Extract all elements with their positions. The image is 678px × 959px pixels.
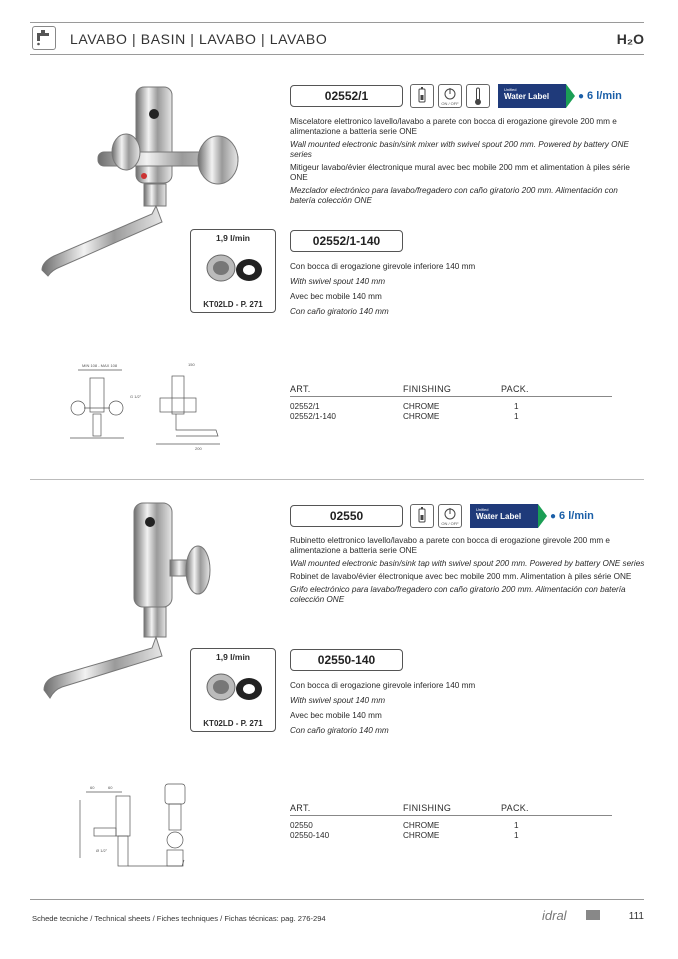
table-cell-pack: 1 — [514, 831, 519, 840]
description-en: Wall mounted electronic basin/sink mixer with swivel spout 200 mm. Powered by battery ONE series — [290, 140, 629, 159]
description-fr: Robinet de lavabo/évier électronique avec bec mobile 200 mm. Alimentation à piles série ONE — [290, 572, 632, 581]
aerator-image — [203, 665, 267, 709]
water-label-badge: Unified Water Label — [470, 504, 538, 528]
table-row — [290, 412, 612, 422]
table-header-art: ART. — [290, 384, 311, 394]
table-cell-pack: 1 — [514, 412, 519, 421]
product-code-box: 02552/1 — [290, 85, 403, 107]
table-rule — [290, 396, 612, 397]
drawing-label: 60 — [108, 785, 113, 790]
table-cell-finishing: CHROME — [403, 831, 440, 840]
variant-code-box: 02550-140 — [290, 649, 403, 671]
table-cell-art: 02552/1-140 — [290, 412, 336, 421]
on-off-label: ON / OFF — [441, 521, 459, 526]
aerator-flow: 1,9 l/min — [215, 652, 250, 662]
drawing-label: G 1/2" — [130, 394, 142, 399]
drawing-label: MIN 108 - MAX 108 — [82, 363, 118, 368]
description-es: Grifo electrónico para lavabo/fregadero con caño giratorio 200 mm. Alimentación con batería colección ONE — [290, 585, 626, 604]
aerator-ref: KT02LD - P. 271 — [203, 300, 263, 309]
page-number: 111 — [628, 911, 644, 922]
technical-drawing-2-side — [155, 780, 195, 872]
water-label — [498, 84, 622, 108]
table-row — [290, 402, 612, 412]
table-cell-finishing: CHROME — [403, 821, 440, 830]
variant-line-fr: Avec bec mobile 140 mm — [290, 292, 382, 301]
aerator-flow: 1,9 l/min — [215, 233, 250, 243]
drawing-label: 60 — [90, 785, 95, 790]
drawing-label: 150 — [188, 362, 195, 367]
variant-line-en: With swivel spout 140 mm — [290, 277, 386, 286]
water-label-arrow — [538, 504, 547, 528]
water-drop-icon: ● — [578, 90, 585, 102]
water-drop-icon: ● — [550, 510, 557, 522]
drawing-label: 200 — [195, 446, 202, 450]
footer-technical-sheets: Schede tecniche / Technical sheets / Fiches techniques / Fichas técnicas: pag. 276-294 — [32, 914, 326, 923]
table-cell-pack: 1 — [514, 821, 519, 830]
header-top-rule — [30, 22, 644, 23]
description-es: Mezclador electrónico para lavabo/fregadero con caño giratorio 200 mm. Alimentación con batería colección ONE — [290, 186, 618, 205]
table-cell-art: 02550 — [290, 821, 313, 830]
variant-line-it: Con bocca di erogazione girevole inferiore 140 mm — [290, 681, 476, 690]
drawing-label: Ø 1/2" — [96, 848, 108, 853]
description-en: Wall mounted electronic basin/sink tap with swivel spout 200 mm. Powered by battery ONE series — [290, 559, 645, 568]
variant-line-fr: Avec bec mobile 140 mm — [290, 711, 382, 720]
table-row — [290, 821, 612, 831]
variant-code-box: 02552/1-140 — [290, 230, 403, 252]
header-bottom-rule — [30, 54, 644, 55]
water-label-badge: Unified Water Label — [498, 84, 566, 108]
variant-line-it: Con bocca di erogazione girevole inferiore 140 mm — [290, 262, 476, 271]
variant-line-es: Con caño giratorio 140 mm — [290, 726, 389, 735]
table-header-finishing: FINISHING — [403, 384, 452, 394]
table-cell-pack: 1 — [514, 402, 519, 411]
table-cell-art: 02550-140 — [290, 831, 330, 840]
technical-drawing-1 — [60, 358, 226, 450]
page-title: LAVABO | BASIN | LAVABO | LAVABO — [70, 31, 328, 47]
variant-description — [290, 678, 475, 738]
table-cell-finishing: CHROME — [403, 402, 440, 411]
variant-line-es: Con caño giratorio 140 mm — [290, 307, 389, 316]
thermometer-icon — [466, 84, 490, 108]
table-rule — [290, 815, 612, 816]
battery-icon — [410, 504, 434, 528]
footer-rule — [30, 899, 644, 900]
product-description — [290, 536, 645, 608]
on-off-label: ON / OFF — [441, 101, 459, 106]
faucet-category-icon — [32, 26, 56, 50]
table-cell-finishing: CHROME — [403, 412, 440, 421]
table-header-pack: PACK. — [501, 384, 529, 394]
water-label — [470, 504, 594, 528]
on-off-icon — [438, 504, 462, 528]
svg-text:idral: idral — [542, 908, 567, 923]
battery-icon — [410, 84, 434, 108]
product-code-box: 02550 — [290, 505, 403, 527]
table-cell-art: 02552/1 — [290, 402, 320, 411]
water-label-flow: 6 l/min — [587, 90, 622, 102]
water-label-flow: 6 l/min — [559, 510, 594, 522]
aerator-ref: KT02LD - P. 271 — [203, 719, 263, 728]
description-fr: Mitigeur lavabo/évier électronique mural avec bec mobile 200 mm et alimentation à piles série ONE — [290, 163, 630, 182]
product-description — [290, 117, 645, 209]
description-it: Miscelatore elettronico lavello/lavabo a parete con bocca di erogazione girevole 200 mm e alimentazione a batteria serie ONE — [290, 117, 617, 136]
section-divider — [30, 479, 644, 480]
table-header-art: ART. — [290, 803, 311, 813]
idral-logo — [540, 906, 604, 926]
table-row — [290, 831, 612, 841]
aerator-box — [190, 229, 276, 313]
water-label-arrow — [566, 84, 575, 108]
aerator-image — [203, 246, 267, 290]
table-header-finishing: FINISHING — [403, 803, 452, 813]
on-off-icon — [438, 84, 462, 108]
table-header-pack: PACK. — [501, 803, 529, 813]
h2o-badge: H₂O — [616, 31, 644, 47]
aerator-box — [190, 648, 276, 732]
variant-description — [290, 259, 475, 319]
variant-line-en: With swivel spout 140 mm — [290, 696, 386, 705]
description-it: Rubinetto elettronico lavello/lavabo a parete con bocca di erogazione girevole 200 mm e alimentazione a batteria serie ONE — [290, 536, 610, 555]
